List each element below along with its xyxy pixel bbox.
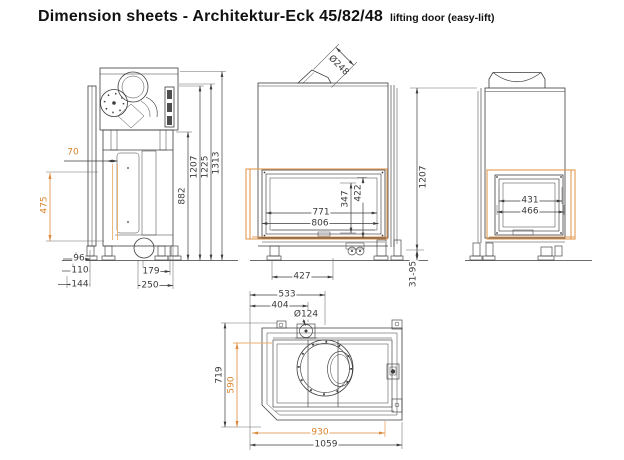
dim-466: 466 [521, 206, 539, 217]
dim-533: 533 [278, 289, 296, 300]
dim-719: 719 [214, 366, 225, 384]
dim-96: 96 [73, 253, 85, 264]
dim-422: 422 [353, 184, 364, 202]
dim-1207-left: 1207 [189, 155, 200, 179]
dim-70: 70 [67, 147, 79, 158]
dim-144: 144 [71, 279, 89, 290]
front-view-drawing [246, 70, 428, 261]
dim-flue-diameter: Ø248 [326, 53, 351, 78]
dim-475: 475 [39, 196, 50, 214]
dim-connector-diameter: Ø124 [293, 309, 319, 320]
front-view-dimensions [262, 44, 477, 280]
dim-250: 250 [141, 280, 159, 291]
dim-1225: 1225 [200, 155, 211, 179]
dim-feet-range: 31-95 [408, 260, 419, 288]
dim-404: 404 [271, 300, 289, 311]
dim-1059: 1059 [314, 439, 338, 450]
dim-771: 771 [312, 207, 330, 218]
title-suffix: lifting door (easy-lift) [390, 12, 495, 24]
dim-1313: 1313 [211, 151, 222, 175]
dim-1207-right: 1207 [418, 165, 429, 189]
dim-110: 110 [71, 265, 89, 276]
dim-930: 930 [311, 427, 329, 438]
right-side-view-drawing [465, 73, 592, 261]
dim-590: 590 [226, 376, 237, 394]
title-main: Dimension sheets - Architektur-Eck 45/82/48 [38, 8, 384, 25]
dim-179: 179 [142, 266, 160, 277]
dim-427: 427 [293, 271, 311, 282]
dim-347: 347 [340, 190, 351, 208]
top-view-drawing [262, 320, 402, 420]
dim-806: 806 [311, 218, 329, 229]
dim-431: 431 [521, 195, 539, 206]
dim-882: 882 [177, 187, 188, 205]
